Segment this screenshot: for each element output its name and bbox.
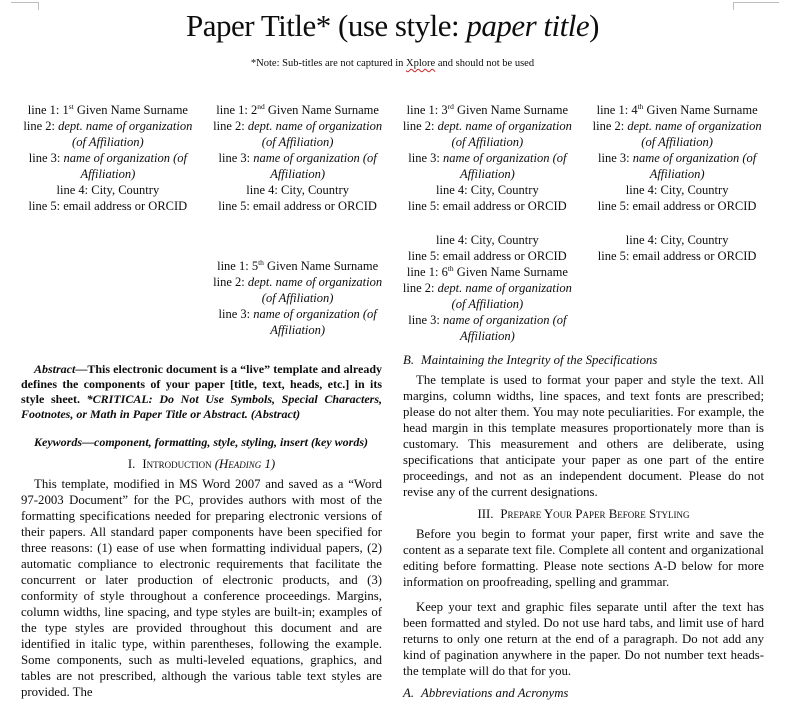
author-city-line: line 4: City, Country [625, 232, 729, 247]
author-block-4 [582, 102, 772, 214]
text-boundary-mark-left [11, 2, 39, 10]
abstract-text: —This electronic document is a “live” template and already defines the components of your paper [title, text, heads, etc.] in its style sheet. [21, 361, 382, 406]
heading-number: I. [127, 456, 136, 471]
abstract-label: Abstract [34, 361, 76, 376]
ordinal-superscript: st [68, 101, 74, 111]
author-col-empty [13, 232, 203, 344]
author-name-line [585, 102, 769, 118]
author-org-text: name of organization (of Affiliation) [442, 150, 567, 181]
author-block-2 [203, 102, 393, 214]
author-org-line [585, 150, 769, 182]
integrity-heading [403, 352, 764, 368]
author-city-line: line 4: City, Country [625, 182, 729, 197]
author-line-label: line 3: [218, 150, 254, 165]
heading-number: III. [477, 506, 494, 521]
author-line-label: line 1: 6 [406, 264, 448, 279]
author-block-5 [203, 232, 393, 344]
author-name-line [206, 102, 390, 118]
author-org-line [206, 150, 390, 182]
author-line-label: line 2: [213, 118, 248, 133]
heading-number: B. [403, 352, 415, 367]
author-name-text: Given Name Surname [264, 102, 379, 117]
author-dept-text: dept. name of organization (of Affiliation) [437, 280, 572, 311]
subtitle-note [0, 58, 785, 69]
author-email-line: line 5: email address or ORCID [28, 198, 188, 213]
integrity-paragraph: The template is used to format your paper and style the text. All margins, column widths, line spaces, and text fonts are prescribed; please do not alter them. You may note peculiarities. For example, the head margin in this template measures proportionately more than is customary. This measurement and others are deliberate, using specifications that anticipate your paper as one part of the entire proceedings, and not as an independent document. Please do not revise any of the current designations. [403, 372, 764, 499]
text-boundary-mark-right [733, 2, 779, 10]
author-dept-line [206, 118, 390, 150]
author-name-text: Given Name Surname [643, 102, 758, 117]
author-name-text: Given Name Surname [453, 264, 568, 279]
ordinal-superscript: rd [447, 101, 454, 111]
authors-row-2 [0, 232, 785, 344]
author-6-carryover [582, 232, 772, 344]
author-dept-line [585, 118, 769, 150]
author-city-line: line 4: City, Country [246, 182, 349, 197]
author-org-line [396, 150, 580, 182]
author-block-6-with-carryover [393, 232, 583, 344]
author-city-line: line 4: City, Country [436, 182, 539, 197]
author-org-text: name of organization (of Affiliation) [253, 150, 377, 181]
note-text-before: *Note: Sub-titles are not captured in [250, 57, 407, 69]
author-email-line: line 5: email address or ORCID [218, 198, 377, 213]
introduction-heading [21, 456, 382, 472]
heading-number: A. [403, 685, 415, 700]
author-line-label: line 2: [592, 118, 628, 133]
author-line-label: line 3: [218, 306, 254, 321]
abstract-critical-text: *CRITICAL: Do Not Use Symbols, Special Characters, Footnotes, or Math in Paper Title or Abstract. [21, 391, 382, 421]
two-column-body [0, 350, 785, 705]
heading-title: Prepare Your Paper Before Styling [500, 506, 690, 521]
author-org-line [206, 306, 390, 338]
author-name-line [396, 264, 580, 280]
authors-row-1 [0, 102, 785, 214]
author-line-label: line 1: 5 [217, 258, 259, 273]
author-email-line: line 5: email address or ORCID [597, 248, 757, 263]
author-block-1 [13, 102, 203, 214]
heading-title: Introduction [142, 456, 215, 471]
abstract-style-tag: (Abstract) [250, 406, 301, 421]
author-block-3 [393, 102, 583, 214]
author-dept-text: dept. name of organization (of Affiliation) [627, 118, 762, 149]
author-name-text: Given Name Surname [453, 102, 569, 117]
abstract-paragraph [21, 362, 382, 422]
heading-title: Maintaining the Integrity of the Specifications [421, 352, 658, 367]
author-line-label: line 1: 2 [216, 102, 258, 117]
note-text-after: and should not be used [435, 57, 535, 69]
keep-files-paragraph: Keep your text and graphic files separate until after the text has been formatted and styled. Do not use hard tabs, and limit use of hard returns to only one return at the end of a paragraph. Do not add any kind of pagination anywhere in the paper. Do not number text heads-the template will do that for you. [403, 599, 764, 678]
title-style-name: paper title [466, 8, 590, 43]
author-org-text: name of organization (of Affiliation) [442, 312, 567, 343]
title-text: Paper Title* (use style: [186, 8, 467, 43]
author-line-label: line 2: [23, 118, 59, 133]
author-city-line: line 4: City, Country [436, 232, 539, 247]
ordinal-superscript: th [447, 263, 454, 273]
author-name-line [206, 258, 390, 274]
prepare-paragraph: Before you begin to format your paper, first write and save the content as a separate text file. Complete all content and organizational editing before formatting. Please note sections A-D below for more information on proofreading, spelling and grammar. [403, 526, 764, 589]
author-line-label: line 3: [28, 150, 64, 165]
heading-title: Abbreviations and Acronyms [421, 685, 569, 700]
author-city-line: line 4: City, Country [56, 182, 160, 197]
author-line-label: line 2: [402, 280, 438, 295]
heading-style-tag: (Heading 1) [214, 456, 276, 471]
author-dept-text: dept. name of organization (of Affiliation) [247, 118, 383, 149]
author-dept-text: dept. name of organization (of Affiliation) [58, 118, 193, 149]
author-dept-line [396, 118, 580, 150]
author-line-label: line 1: 4 [596, 102, 638, 117]
right-column [403, 350, 764, 705]
introduction-paragraph: This template, modified in MS Word 2007 and saved as a “Word 97-2003 Document” for the PC, provides authors with most of the formatting specifications needed for preparing electronic versions of their papers. All standard paper components have been specified for three reasons: (1) ease of use when formatting individual papers, (2) automatic compliance to electronic requirements that facilitate the concurrent or later production of electronic products, and (3) conformity of style throughout a conference proceedings. Margins, column widths, line spacing, and type styles are built-in; examples of the type styles are provided throughout this document and are identified in italic type, within parentheses, following the example. Some components, such as multi-leveled equations, graphics, and tables are not prescribed, although the various table text styles are provided. The [21, 476, 382, 699]
author-line-label: line 2: [402, 118, 438, 133]
author-dept-text: dept. name of organization (of Affiliation) [437, 118, 572, 149]
author-email-line: line 5: email address or ORCID [408, 248, 567, 263]
ordinal-superscript: nd [257, 101, 265, 111]
author-line-label: line 3: [598, 150, 633, 165]
author-dept-line [396, 280, 580, 312]
author-org-text: name of organization (of Affiliation) [632, 150, 757, 181]
keywords-paragraph: Keywords—component, formatting, style, styling, insert (key words) [34, 434, 369, 449]
paper-title [0, 7, 785, 46]
author-org-text: name of organization (of Affiliation) [63, 150, 187, 181]
author-line-label: line 3: [408, 312, 443, 327]
author-email-line: line 5: email address or ORCID [597, 198, 757, 213]
author-org-line [16, 150, 200, 182]
misspelled-word: Xplore [406, 57, 436, 69]
author-dept-text: dept. name of organization (of Affiliation) [247, 274, 383, 305]
author-name-line [396, 102, 580, 118]
author-org-line [396, 312, 580, 344]
prepare-heading [403, 506, 764, 522]
author-name-text: Given Name Surname [263, 258, 379, 273]
ordinal-superscript: th [258, 257, 264, 267]
author-org-text: name of organization (of Affiliation) [253, 306, 377, 337]
author-line-label: line 3: [408, 150, 443, 165]
author-dept-line [206, 274, 390, 306]
author-email-line: line 5: email address or ORCID [408, 198, 567, 213]
author-name-line [16, 102, 200, 118]
abbreviations-heading [403, 685, 764, 701]
author-line-label: line 1: 1 [27, 102, 69, 117]
author-name-text: Given Name Surname [73, 102, 188, 117]
left-column [21, 350, 382, 705]
title-close-paren: ) [589, 8, 599, 43]
author-line-label: line 2: [213, 274, 248, 289]
author-line-label: line 1: 3 [406, 102, 448, 117]
author-dept-line [16, 118, 200, 150]
ordinal-superscript: th [637, 101, 644, 111]
